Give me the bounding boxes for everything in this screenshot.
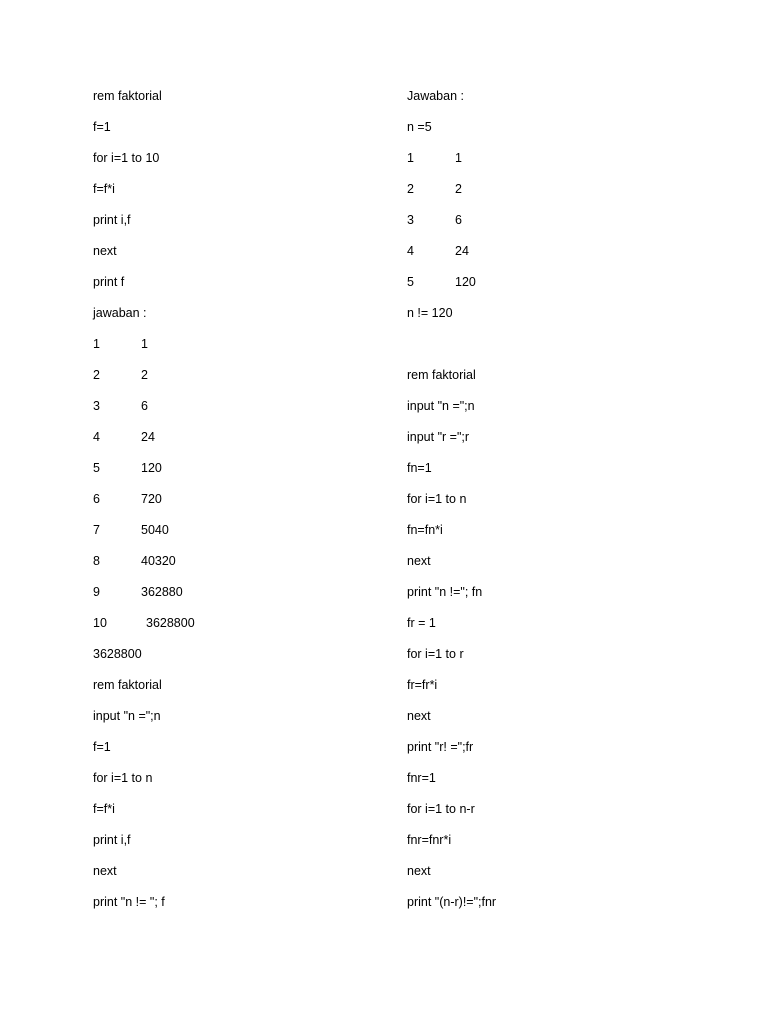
table-row xyxy=(93,398,383,429)
answer-label: Jawaban : xyxy=(407,89,464,103)
table-row xyxy=(93,429,383,460)
table-row xyxy=(93,336,383,367)
code-line: for i=1 to n xyxy=(407,492,467,506)
code-line: rem faktorial xyxy=(93,89,162,103)
code-line: for i=1 to n xyxy=(93,771,153,785)
code-line: print f xyxy=(93,275,125,289)
row-index: 5 xyxy=(93,461,100,475)
code-line: fnr=1 xyxy=(407,771,436,785)
row-index: 1 xyxy=(407,151,414,165)
code-line: fr = 1 xyxy=(407,616,436,630)
table-row xyxy=(93,584,383,615)
code-line: next xyxy=(407,709,431,723)
code-line: f=f*i xyxy=(93,802,115,816)
row-value: 1 xyxy=(455,151,462,165)
code-line: print "(n-r)!=";fnr xyxy=(407,895,497,909)
row-value: 720 xyxy=(141,492,162,506)
row-value: 24 xyxy=(141,430,155,444)
row-value: 2 xyxy=(455,182,462,196)
result-value: n != 120 xyxy=(407,306,453,320)
code-line: input "r =";r xyxy=(407,430,470,444)
row-index: 1 xyxy=(93,337,100,351)
row-index: 3 xyxy=(93,399,100,413)
code-line: f=f*i xyxy=(93,182,115,196)
table-row xyxy=(93,460,383,491)
table-row xyxy=(93,553,383,584)
code-line: rem faktorial xyxy=(93,678,162,692)
answer-label: jawaban : xyxy=(93,306,147,320)
code-line: rem faktorial xyxy=(407,368,476,382)
row-index: 2 xyxy=(407,182,414,196)
table-row xyxy=(407,150,707,181)
code-line: fn=fn*i xyxy=(407,523,443,537)
row-index: 6 xyxy=(93,492,100,506)
code-line: for i=1 to 10 xyxy=(93,151,160,165)
code-line: next xyxy=(407,864,431,878)
table-row xyxy=(407,243,707,274)
row-index: 10 xyxy=(93,616,107,630)
row-value: 6 xyxy=(141,399,148,413)
row-value: 40320 xyxy=(141,554,176,568)
row-index: 3 xyxy=(407,213,414,227)
row-value: 2 xyxy=(141,368,148,382)
code-line: f=1 xyxy=(93,740,111,754)
code-line: print "r! =";fr xyxy=(407,740,474,754)
row-index: 9 xyxy=(93,585,100,599)
row-value: 3628800 xyxy=(146,616,195,630)
table-row xyxy=(407,274,707,305)
row-index: 4 xyxy=(93,430,100,444)
row-index: 4 xyxy=(407,244,414,258)
code-line: print i,f xyxy=(93,213,131,227)
table-row xyxy=(93,615,383,646)
row-value: 6 xyxy=(455,213,462,227)
code-line: for i=1 to n-r xyxy=(407,802,475,816)
row-value: 24 xyxy=(455,244,469,258)
blank-line xyxy=(407,336,707,367)
table-row xyxy=(93,491,383,522)
code-line: fr=fr*i xyxy=(407,678,438,692)
table-row xyxy=(407,181,707,212)
row-index: 5 xyxy=(407,275,414,289)
code-line: input "n =";n xyxy=(407,399,475,413)
table-row xyxy=(407,212,707,243)
row-value: 120 xyxy=(455,275,476,289)
table-row xyxy=(93,367,383,398)
code-line: next xyxy=(93,244,117,258)
row-value: 5040 xyxy=(141,523,169,537)
n-value: n =5 xyxy=(407,120,432,134)
code-line: print "n != "; f xyxy=(93,895,165,909)
row-index: 2 xyxy=(93,368,100,382)
code-line: fn=1 xyxy=(407,461,432,475)
code-line: f=1 xyxy=(93,120,111,134)
right-column xyxy=(407,88,707,925)
left-column xyxy=(93,88,383,925)
table-row xyxy=(93,522,383,553)
code-line: fnr=fnr*i xyxy=(407,833,452,847)
row-index: 7 xyxy=(93,523,100,537)
code-line: for i=1 to r xyxy=(407,647,464,661)
row-value: 120 xyxy=(141,461,162,475)
row-index: 8 xyxy=(93,554,100,568)
total-value: 3628800 xyxy=(93,647,142,661)
code-line: next xyxy=(407,554,431,568)
code-line: print "n !="; fn xyxy=(407,585,483,599)
row-value: 362880 xyxy=(141,585,183,599)
code-line: print i,f xyxy=(93,833,131,847)
code-line: next xyxy=(93,864,117,878)
row-value: 1 xyxy=(141,337,148,351)
code-line: input "n =";n xyxy=(93,709,161,723)
